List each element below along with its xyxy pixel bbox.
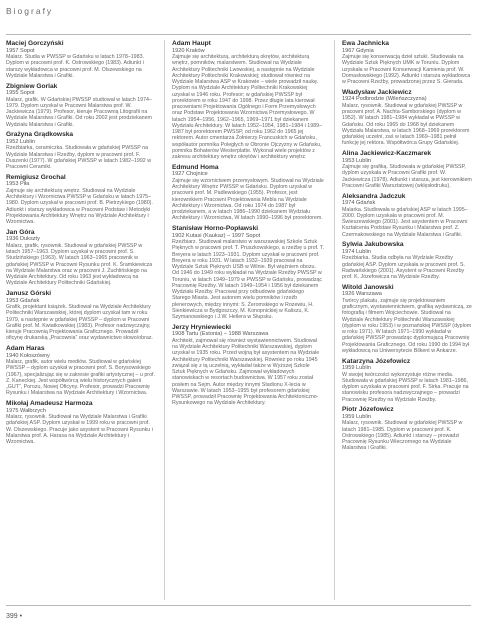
biography-entry bbox=[342, 150, 472, 189]
artist-biography: Malarz, grafik. W Gdańskiej PWSSP studiował w latach 1974–1979. Dyplom uzyskał w Pracowni Malarstwa prof. W. Jackiewicza (1979). Profesor, kieruje Pracownią Litografii na Wydziale Malarstwa i Grafiki. Od roku 2002 jest prodziekanem Wydziału Malarstwa i Grafiki. bbox=[6, 96, 152, 128]
artist-biography: Malarz. Studia w PWSSP w Gdańsku w latach 1978–1983. Dyplom w pracowni prof. K. Ostrowskiego (1983). Adiunkt i starszy wykładowca w pracowni prof. M. Olszewskiego na Wydziale Malarstwa i Grafiki. bbox=[6, 54, 144, 79]
column-1 bbox=[6, 40, 156, 600]
artist-dates: 1975 Wałbrzych bbox=[6, 407, 46, 414]
artist-name: Jerzy Hryniewiecki bbox=[172, 323, 232, 331]
biography-entry bbox=[172, 164, 324, 222]
artist-name: Jan Góra bbox=[6, 228, 35, 236]
biography-entry bbox=[342, 406, 472, 451]
artist-dates: 1927 Chojnice bbox=[172, 171, 208, 178]
biography-entry bbox=[6, 400, 156, 445]
artist-dates: 1940 Kołoszówny bbox=[6, 352, 50, 359]
biography-entry bbox=[6, 174, 156, 226]
biography-entry bbox=[6, 83, 156, 128]
artist-dates: 1959 Lublin bbox=[342, 365, 371, 372]
artist-dates: 1974 Lublin bbox=[342, 248, 371, 255]
column-divider bbox=[164, 40, 165, 600]
biography-entry bbox=[342, 284, 472, 354]
artist-name: Alina Jackiewicz-Kaczmarek bbox=[342, 150, 432, 157]
artist-biography: Malarz, grafik, rysownik. Studiował w gdańskiej PWSSP w latach 1957–1963. Dyplom uzyskał w pracowni prof. S. Studzińskiego (1963). W latach 1963–1965 pracownik w gdańskiej PWSSP w Pracowni Rysunku prof. K. Śramkiewicza na Wydziale Malarstwa oraz w pracowni J. Żuchlińskiego na Wydziale Architektury. Od roku 1963 jest wykładowcą na Wydziale Architektury Politechniki Gdańskiej. bbox=[6, 242, 153, 287]
artist-dates: 1926 Warszawa bbox=[342, 291, 382, 298]
artist-dates: 1920 Kraków bbox=[172, 47, 205, 54]
artist-biography: Rzeźbiarz. Studiował malarstwo w warszawskiej Szkole Sztuk Pięknych w pracowni prof. T. Pruszkowskiego, a rzeźbę u prof. T. Breyera w latach 1923–1931. Dyplom uzyskał w pracowni prof. Breyera w roku 1931. W latach 1932–1939 pracował na Wydziale Sztuk Pięknych USB w Wilnie. Był więźniem obozu. Od 1946 do 1949 roku wykładał na Wydziale Rzeźby PWSSP w Toruniu, w latach 1949–1979 w PWSSP w Gdańsku, prowadząc Pracownię Rzeźby. W latach 1949–1954 i 1956 był dziekanem Wydziału Rzeźby. Pracował przy odbudowie gdańskiego Starego Miasta. Jest autorem wielu pomników i rzeźb plenerowych, między innymi: S. Żeromskiego w Rozewiu, H. Sienkiewicza w Bydgoszczy, M. Konopnickiej w Kaliszu, K. Szymanowskiego i J.W. Hellera w Słupsku. bbox=[172, 239, 324, 320]
biography-entry bbox=[6, 229, 156, 287]
artist-name: Aleksandra Jadczuk bbox=[342, 192, 406, 200]
column-3 bbox=[342, 40, 472, 600]
artist-biography: Zajmuje się architekturą wnętrz. Studiował na Wydziale Architektury i Wzornictwa PWSSP w Gdańsku w latach 1975–1980. Dyplom uzyskał w pracowni prof. B. Pietrzykiego (1980). Adiunkt i starszy wykładowca w Pracowni Podstaw i Metodyki Projektowania Architektury Wnętrz na Wydziale Architektury i Wzornictwa. bbox=[6, 187, 153, 225]
artist-dates: 1957 Sopot bbox=[6, 47, 35, 54]
header-divider bbox=[6, 34, 471, 35]
biography-entry bbox=[342, 193, 472, 238]
artist-name: Remigiusz Grochal bbox=[6, 173, 66, 181]
artist-dates: 1908 Tartu (Estonia) – 1988 Warszawa bbox=[172, 331, 269, 338]
artist-name: Mikołaj Amadeusz Harmoza bbox=[6, 400, 93, 407]
page-header: Biografy bbox=[6, 6, 54, 16]
artist-biography: Malarz, rysownik. Studiował w gdańskiej PWSSP w latach 1981–1985. Dyplom w pracowni prof. K. Ostrowskiego (1985). Adiunkt i starszy – prowadzi Pracownię Rysunku Wieczornego na Wydziale Malarstwa i Grafiki. bbox=[342, 420, 463, 452]
artist-dates: 1974 Gdańsk bbox=[342, 200, 376, 207]
biography-entry bbox=[342, 241, 472, 280]
artist-biography: Rzeźbiarka, ceramiczka. Studiowała w gdańskiej PWSSP na Wydziale Malarstwa i Rzeźby, dyplom w pracowni prof. F. Duszenki (1977). W gdańskiej PWSSP w latach 1982–1992 w Pracowni Ceramiki. bbox=[6, 145, 152, 170]
artist-dates: 1953 Piła bbox=[6, 181, 30, 188]
artist-biography: Architekt, zajmował się również wystawiennictwem. Studiował na Wydziale Architektury Politechniki Warszawskiej, dyplom uzyskał w 1935 roku. Przed wojną był asystentem na Wydziale Architektury Politechniki Warszawskiej. Również po roku 1945 związał się z tą uczelnią, wykładał także w Wyższej Szkole Sztuk Pięknych w Gdańsku. Zajmował wykładowych stanowiskach w resortach budownictwa. W 1957 roku został posłem na Sejm. Autor między innymi Stadionu X-lecia w Warszawie. W latach 1953–1955 był profesorem gdańskiej PWSSP, prowadził Pracownię Projektowania Architektoniczno-Rysunkowego na Wydziale Architektury. bbox=[172, 337, 320, 407]
artist-biography: Malarz, rysownik. Studiował na Wydziale Malarstwa i Grafiki gdańskiej ASP. Dyplom uzyskał w 1999 roku w pracowni prof. W. Olszewskiego. Pracuje jako asystent w Pracowni Rysunku i Malarstwa prof. A. Harasa na Wydziale Architektury i Wzornictwa. bbox=[6, 414, 153, 445]
artist-dates: 1953 Gdańsk bbox=[6, 297, 40, 304]
artist-dates: 1924 Podbrodzie (Wileńszczyzna) bbox=[342, 96, 427, 103]
artist-dates: 1952 Lublin bbox=[6, 138, 35, 145]
biography-entry bbox=[6, 40, 156, 79]
artist-name: Sylwia Jakubowska bbox=[342, 241, 404, 249]
artist-dates: 1967 Gdynia bbox=[342, 47, 374, 54]
biography-entry bbox=[172, 324, 324, 407]
artist-name: Witold Janowski bbox=[342, 283, 394, 291]
biography-entry bbox=[172, 225, 324, 320]
artist-name: Adam Haras bbox=[6, 345, 45, 352]
artist-biography: Zajmuje się wzornictwem przemysłowym. Studiował na Wydziale Architektury Wnętrz PWSSP w Gdańsku. Dyplom uzyskał w pracowni prof. M. Padlewskiego (1955). Profesor, jest kierownikiem Pracowni Projektowania Mebla na Wydziale Architektury i Wzornictwa. Od roku 1974 do 1987 był prodziekanem, a w latach 1986–1990 dziekanem Wydziału Architektury i Wzornictwa, W latach 1990–1996 był prorektorem. bbox=[172, 177, 324, 222]
artist-name: Katarzyna Józefowicz bbox=[342, 357, 411, 365]
artist-biography: Zajmuje się grafiką. Studiowała w gdańskiej PWSSP, dyplom uzyskała w Pracowni Grafiki prof. W. Jackiewicza (1978). Adiunkt i starsza, jest kierownikiem Pracowni Grafiki Warsztatowej (wklęsłodruku). bbox=[342, 164, 472, 189]
biography-entry bbox=[6, 290, 156, 342]
artist-name: Grażyna Grądkowska bbox=[6, 131, 74, 139]
artist-name: Adam Haupt bbox=[172, 40, 211, 47]
biography-entry bbox=[6, 131, 156, 170]
artist-biography: Rzeźbiarka. Studia odbyła na Wydziale Rzeźby gdańskiej ASP. Dyplom uzyskała w pracowni prof. S. Radwańskiego (2001). Asystent w Pracowni Rzeźby prof. K. Józefowicza na Wydziale Rzeźby. bbox=[342, 255, 465, 280]
artist-name: Edmund Homa bbox=[172, 163, 219, 171]
artist-dates: 1953 Lublin bbox=[342, 157, 371, 164]
artist-biography: Grafik, projektant książek. Studiował na Wydziale Architektury Politechniki Warszawskiej, której dyplom uzyskał tam w roku 1979, a następnie w gdańskiej PWSSP – dyplom w Pracowni Grafiki prof. M. Kwiatkowskiej (1983). Profesor nadzwyczajny, kieruje Pracownią Projektowania Graficznego. Prowadził oficynę drukarską „Pracownia” oraz wydawnictwo słowo/obraz. bbox=[6, 304, 153, 342]
artist-biography: Malarz, grafik, autor wielu mediów. Studiował w gdańskiej PWSSP – dyplom uzyskał w pracowni prof. S. Borysowskiego (1967), specjalizując się w zakresie grafiki artystycznej – u prof. Z. Kaneckiej. Jest współtwórcą wielu historycznych galerii „GUT”, Porozu, Nowej Oficyny. Profesor, prowadzi Pracownię Rysunku i Malarstwa na Wydziale Architektury i Wzornictwa. bbox=[6, 359, 155, 397]
artist-biography: W swojej twórczości wykorzystuje różne media. Studiowała w gdańskiej PWSSP w latach 1981–1986, dyplom uzyskała w pracowni prof. F. Sirka. Pracuje na stanowisku profesora nadzwyczajnego – prowadzi Pracownię Rzeźby na Wydziale Rzeźby. bbox=[342, 371, 469, 403]
artist-biography: Zajmuje się architekturą, architekturą okrętów, architekturą wnętrz, pomników, malarstwem. Studiował na Wydziale Architektury Politechniki Lwowskiej, a następnie na Wydziale Architektury Politechniki Krakowskiej; studiował również na Wydziale Malarstwa ASP w Krakowie – wiele prowadził naukę. Dyplom na Wydziale Architektury Politechniki Krakowskiej uzyskał w 1946 roku. Profesor; w gdańskiej PWSSP był prorektorem w roku 1947 do 1998. Przez długie lata kierował pracowniami Projektowania Ogólnego i Form Przemysłowych oraz Podstaw Projektowania Wzornictwa Przemysłowego. W latach 1954–1956, 1962–1965, 1969–1971 był dziekanem Wydziału Architektury. W latach 1952–1954, 1981–1984 i 1989–1987 był prorektorem PWSSP, od roku 1962 do 1965 jej rektorem. Autor cmentarza Żołnierzy Francuskich w Gdańsku, współautor pomnika Poległych w Obronie Ojczyzny w Gdańsku, pomnika Bohaterów Westerplatte. Wykonał wiele projektów z zakresu architektury wnętrz okrętów i architektury wnętrz. bbox=[172, 54, 323, 160]
artist-dates: 1955 Sopot bbox=[6, 90, 35, 97]
artist-name: Piotr Józefowicz bbox=[342, 406, 394, 414]
artist-dates: 1959 Lublin bbox=[342, 413, 371, 420]
artist-name: Stanisław Horno-Popławski bbox=[172, 225, 259, 232]
artist-name: Władysław Jackiewicz bbox=[342, 88, 412, 96]
biography-entry bbox=[342, 358, 472, 403]
page-number: 399 • bbox=[6, 613, 23, 620]
artist-biography: Malarz, rysownik. Studiował w gdańskiej PWSSP w pracowni prof. A. Nachta-Samborskiego (dyplom w 1952). W latach 1981–1984 wykładał w PWSSP w Gdańsku. Od roku 1965 do 1968 był dziekanem Wydziału Malarstwa, w latach 1968–1969 prorektorem gdańskiej uczelni, zaś w latach 1969–1981 pełnił funkcję jej rektora. Współtwórca Grupy Gdańskiej. bbox=[342, 102, 470, 147]
artist-dates: 1902 Kutasi (Kaukaz) – 1997 Sopot bbox=[172, 232, 261, 239]
artist-dates: 1936 Dukszty bbox=[6, 236, 40, 243]
artist-biography: Malarka. Studiowała w gdańskiej ASP w latach 1995–2000. Dyplom uzyskała w pracowni prof. M. Świeszewskiego (2001). Jest asystentem w Pracowni Kształcenia Podstaw Rysunku i Malarstwa prof. Z. Czermakowskiego na Wydziale Malarstwa i Grafiki. bbox=[342, 206, 468, 238]
biography-entry bbox=[172, 40, 324, 160]
artist-name: Janusz Górski bbox=[6, 290, 52, 297]
artist-name: Zbigniew Gorlak bbox=[6, 82, 58, 90]
footer-divider bbox=[6, 605, 471, 606]
column-divider bbox=[334, 40, 335, 600]
artist-biography: Zajmuje się konserwacją dzieł sztuki. Studiowała na Wydziale Sztuk Pięknych UMK w Toruniu. Dyplom uzyskała w Pracowni Konserwacji Kamienia prof. W. Domasłowskiego (1992). Adiunkt i starsza wykładowca w Pracowni Rzeźby, prowadzonej przez S. Gierada. bbox=[342, 54, 471, 85]
artist-name: Maciej Gorczyński bbox=[6, 40, 64, 47]
artist-name: Ewa Jachnicka bbox=[342, 40, 389, 47]
biography-entry bbox=[342, 40, 472, 85]
column-2 bbox=[172, 40, 324, 600]
biography-entry bbox=[342, 89, 472, 147]
artist-biography: Twórcy plakatu, zajmuje się projektowaniem graficznym, wystawiennictwem, grafiką wydawniczą, ze fotografią i filmem Wojciechowie. Studiował na Wydziale Architektury Politechniki Warszawskiej (dyplom w roku 1953) i w poznańskiej PWSSP (dyplom w roku 1971). W latach 1971–1990 wykładał w gdańskiej PWSSP prowadząc dyplomującą Pracownię Projektowania Graficznego. Od roku 1990 do 1994 był wykładowcą na Uniwersytecie Bilkent w Ankarze. bbox=[342, 297, 472, 354]
biography-entry bbox=[6, 345, 156, 397]
